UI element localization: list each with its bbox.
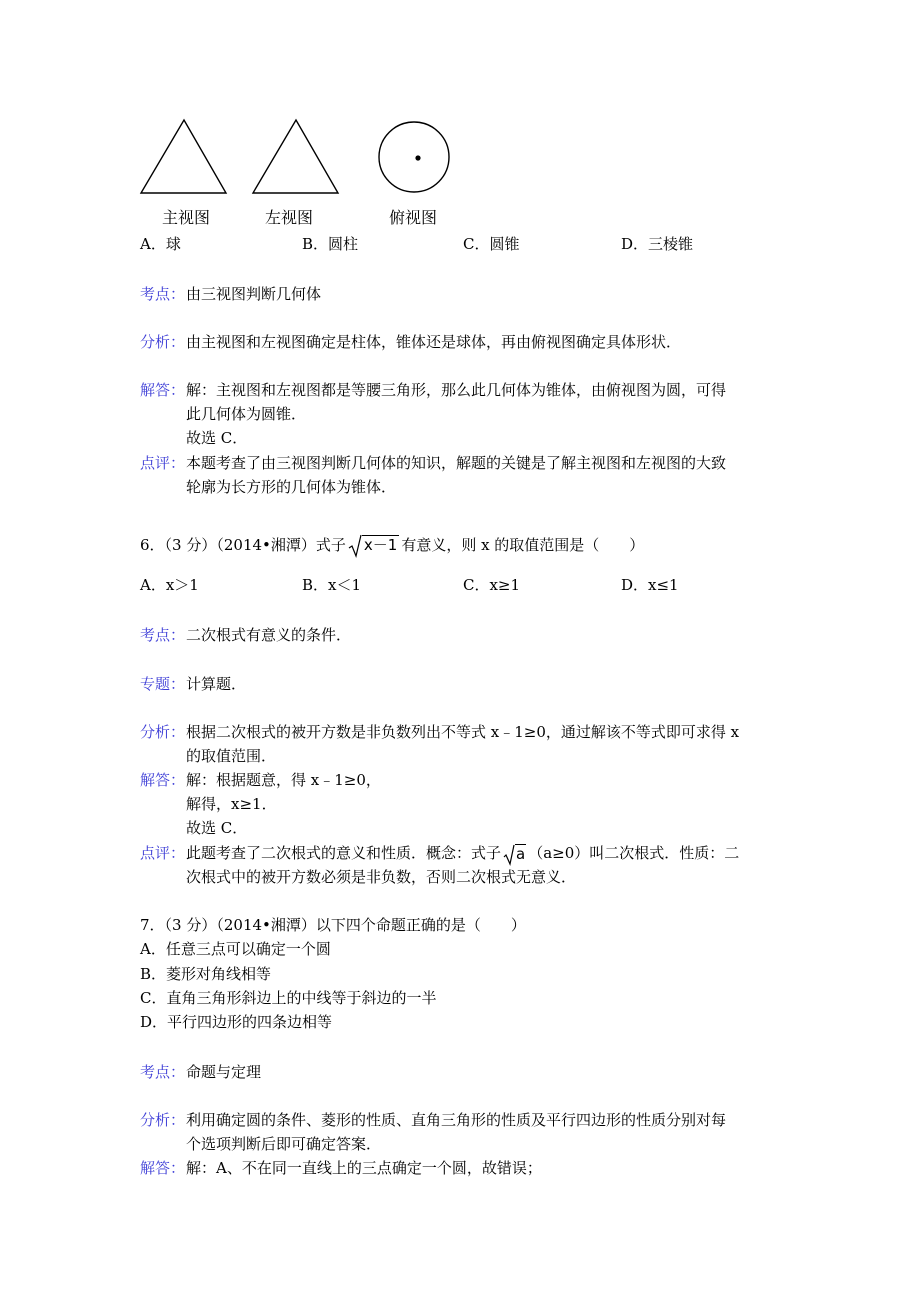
q6-radicand: x－1 [363, 536, 398, 554]
side-view-label: 左视图 [265, 208, 314, 227]
q6-stem [140, 534, 644, 558]
q7-option-b: B．菱形对角线相等 [140, 965, 272, 983]
top-view-circle [379, 122, 449, 192]
side-view-triangle [253, 120, 338, 193]
q5-option-a: A．球 [140, 235, 181, 253]
q6-zhuanti-label: 专题： [140, 675, 186, 693]
q5-dianping-label: 点评： [140, 454, 186, 472]
q7-kaodian-label: 考点： [140, 1063, 186, 1081]
q5-kaodian-label: 考点： [140, 285, 186, 303]
q6-kaodian-label: 考点： [140, 626, 186, 644]
q6-zhuanti-text: 计算题． [186, 675, 247, 693]
q5-jieda-line-2: 此几何体为圆锥． [186, 405, 307, 423]
q5-kaodian-text: 由三视图判断几何体 [186, 285, 322, 303]
q7-option-d: D．平行四边形的四条边相等 [140, 1013, 333, 1031]
q6-dianping-radical [503, 843, 526, 866]
q6-dianping-prefix: 此题考查了二次根式的意义和性质．概念：式子 [186, 844, 502, 862]
q6-option-c: C．x≥1 [463, 576, 521, 594]
q7-option-c: C．直角三角形斜边上的中线等于斜边的一半 [140, 989, 437, 1007]
q6-kaodian-text: 二次根式有意义的条件． [186, 626, 352, 644]
q6-jieda-line-3: 故选 C． [186, 819, 248, 837]
q6-option-b: B．x＜1 [302, 576, 362, 594]
q7-fenxi-line-2: 个选项判断后即可确定答案． [186, 1135, 382, 1153]
q6-jieda-line-1: 解：根据题意，得 x﹣1≥0， [186, 771, 381, 789]
q7-fenxi-label: 分析： [140, 1111, 186, 1129]
q6-jieda-label: 解答： [140, 771, 186, 789]
radical-sign-icon [503, 844, 515, 866]
q5-jieda-label: 解答： [140, 381, 186, 399]
three-views-figure [130, 110, 470, 210]
q6-stem-suffix: 有意义，则 x 的取值范围是（ ） [401, 536, 645, 554]
q6-stem-prefix: 6．（3 分）（2014•湘潭）式子 [140, 536, 346, 554]
top-view-center-dot [415, 155, 420, 160]
q6-radical-expression [348, 534, 399, 558]
q6-fenxi-line-1: 根据二次根式的被开方数是非负数列出不等式 x﹣1≥0，通过解该不等式即可求得 x [186, 723, 740, 741]
q6-dianping-line-2: 次根式中的被开方数必须是非负数，否则二次根式无意义． [186, 868, 577, 886]
q7-jieda-label: 解答： [140, 1159, 186, 1177]
q5-option-b: B．圆柱 [302, 235, 359, 253]
front-view-label: 主视图 [162, 208, 211, 227]
q5-jieda-line-1: 解：主视图和左视图都是等腰三角形，那么此几何体为锥体，由俯视图为圆，可得 [186, 381, 727, 399]
q6-dianping-line-1 [186, 842, 739, 866]
q7-stem: 7．（3 分）（2014•湘潭）以下四个命题正确的是（ ） [140, 916, 526, 934]
q5-dianping-line-1: 本题考查了由三视图判断几何体的知识，解题的关键是了解主视图和左视图的大致 [186, 454, 727, 472]
q5-dianping-line-2: 轮廓为长方形的几何体为锥体． [186, 478, 397, 496]
q6-dianping-suffix: （a≥0）叫二次根式．性质：二 [528, 844, 740, 862]
q6-fenxi-label: 分析： [140, 723, 186, 741]
q6-jieda-line-2: 解得，x≥1． [186, 795, 277, 813]
q5-fenxi-text: 由主视图和左视图确定是柱体，锥体还是球体，再由俯视图确定具体形状． [186, 333, 682, 351]
front-view-triangle [141, 120, 226, 193]
q6-fenxi-line-2: 的取值范围． [186, 747, 277, 765]
radical-sign-icon [348, 534, 362, 558]
q6-dianping-radicand: a [516, 844, 526, 863]
q6-option-a: A．x＞1 [140, 576, 199, 594]
top-view-label: 俯视图 [389, 208, 438, 227]
q5-option-d: D．三棱锥 [621, 235, 694, 253]
q7-fenxi-line-1: 利用确定圆的条件、菱形的性质、直角三角形的性质及平行四边形的性质分别对每 [186, 1111, 727, 1129]
q7-jieda-text: 解：A、不在同一直线上的三点确定一个圆，故错误； [186, 1159, 542, 1177]
q6-dianping-label: 点评： [140, 844, 186, 862]
q6-option-d: D．x≤1 [621, 576, 679, 594]
q5-option-c: C．圆锥 [463, 235, 520, 253]
q5-fenxi-label: 分析： [140, 333, 186, 351]
q7-option-a: A．任意三点可以确定一个圆 [140, 940, 331, 958]
q7-kaodian-text: 命题与定理 [186, 1063, 262, 1081]
q5-jieda-line-3: 故选 C． [186, 429, 248, 447]
